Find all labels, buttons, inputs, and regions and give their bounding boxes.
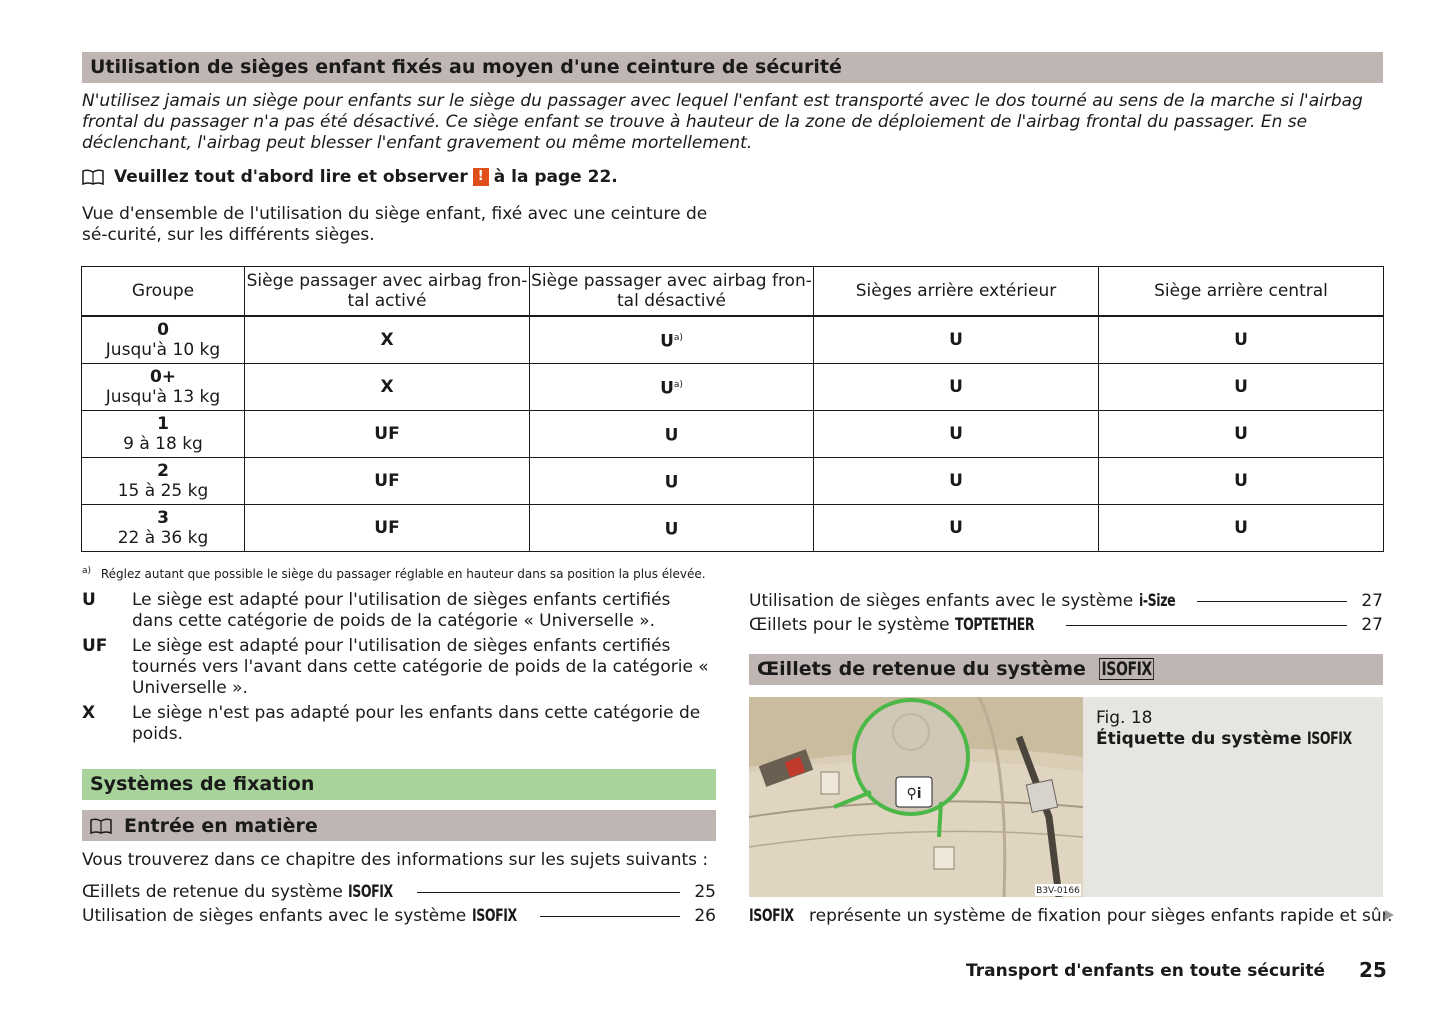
- legend-item: [82, 590, 712, 632]
- footnote-mark: a): [82, 566, 92, 576]
- figure-code: B3V-0166: [1036, 886, 1080, 896]
- figure-caption: [1096, 708, 1362, 750]
- footnote-text: Réglez autant que possible le siège du passager réglable en hauteur dans sa position la plus élevée.: [100, 567, 706, 581]
- cell: $U^{a)}$: [530, 316, 814, 364]
- group-number: 0+: [149, 367, 177, 387]
- cell: U: [1099, 316, 1384, 364]
- toc-text: Utilisation de sièges enfants avec le système: [82, 906, 467, 926]
- footnote: [82, 566, 706, 581]
- header-passenger-airbag-off: Siège passager avec airbag fron-tal désactivé: [530, 267, 814, 317]
- group-weight: 22 à 36 kg: [117, 528, 209, 548]
- group-number: 2: [157, 461, 169, 481]
- entry-title: Entrée en matière: [124, 814, 318, 837]
- book-icon: [82, 169, 104, 185]
- cell: U: [814, 505, 1099, 552]
- toc-page: 27: [1361, 591, 1383, 611]
- toc-text: Œillets pour le système: [749, 615, 950, 635]
- cell: X: [245, 364, 530, 411]
- legend-text: Le siège est adapté pour l'utilisation de sièges enfants certifiés tournés vers l'avant dans cette catégorie de poids de la catégorie « Universelle ».: [132, 636, 709, 698]
- legend-key: X: [82, 703, 96, 723]
- footer-title: Transport d'enfants en toute sécurité: [966, 961, 1325, 981]
- cell: U: [814, 458, 1099, 505]
- header-group: Groupe: [82, 267, 245, 317]
- entry-intro: Vous trouverez dans ce chapitre des informations sur les sujets suivants :: [82, 850, 709, 870]
- child-seat-table: [81, 266, 1384, 552]
- toc-item[interactable]: [749, 613, 1383, 637]
- cell: UF: [245, 411, 530, 458]
- isofix-description: [749, 906, 1393, 926]
- toc-item[interactable]: [749, 589, 1383, 613]
- toc-page: 25: [694, 882, 716, 902]
- reference-line: [82, 166, 618, 188]
- section-title: Utilisation de sièges enfant fixés au moyen d'une ceinture de sécurité: [82, 52, 1383, 83]
- intro-paragraph: Vue d'ensemble de l'utilisation du siège enfant, fixé avec une ceinture de sé-curité, sur les différents sièges.: [82, 204, 708, 245]
- cell: U: [1099, 458, 1384, 505]
- group-weight: 9 à 18 kg: [123, 434, 203, 454]
- page-number: 25: [1359, 958, 1387, 982]
- cell: U: [814, 316, 1099, 364]
- cell: U: [814, 364, 1099, 411]
- toc-item[interactable]: [82, 880, 716, 904]
- legend: [82, 590, 712, 749]
- cell: U: [814, 411, 1099, 458]
- isofix-logo: ISOFIX: [1307, 729, 1353, 749]
- table-row: [82, 364, 1384, 411]
- cell: U: [1099, 364, 1384, 411]
- legend-item: [82, 703, 712, 745]
- legend-key: UF: [82, 636, 108, 656]
- warning-icon: !: [473, 168, 489, 186]
- cell: X: [245, 316, 530, 364]
- header-rear-center: Siège arrière central: [1099, 267, 1384, 317]
- reference-after: à la page 22.: [493, 167, 618, 187]
- table-row: [82, 316, 1384, 364]
- legend-item: [82, 636, 712, 699]
- isofix-logo: ISOFIX: [749, 906, 794, 926]
- isofix-seat-illustration: [749, 697, 1083, 897]
- toc-page: 27: [1361, 615, 1383, 635]
- isize-logo: i-Size: [1138, 591, 1175, 611]
- header-rear-outer: Sièges arrière extérieur: [814, 267, 1099, 317]
- legend-text: Le siège est adapté pour l'utilisation de sièges enfants certifiés dans cette catégorie de poids de la catégorie « Universelle ».: [132, 590, 671, 631]
- isofix-description-text: représente un système de fixation pour sièges enfants rapide et sûr.: [809, 906, 1393, 926]
- footnote-ref: a): [673, 380, 683, 391]
- group-weight: Jusqu'à 13 kg: [105, 387, 221, 407]
- table-row: [82, 411, 1384, 458]
- table-row: [82, 458, 1384, 505]
- figure-title: Étiquette du système: [1096, 729, 1302, 749]
- next-page-arrow-icon[interactable]: [1385, 910, 1394, 920]
- cell: UF: [245, 505, 530, 552]
- cell: U: [1099, 505, 1384, 552]
- group-weight: Jusqu'à 10 kg: [105, 340, 221, 360]
- toptether-logo: TOPTETHER: [955, 615, 1035, 635]
- cell: U: [530, 411, 814, 458]
- isofix-logo: ISOFIX: [471, 906, 517, 926]
- cell: UF: [245, 458, 530, 505]
- reference-before: Veuillez tout d'abord lire et observer: [114, 167, 468, 187]
- cell: U: [530, 458, 814, 505]
- entry-title-bar: [82, 810, 716, 841]
- svg-text:⚲i: ⚲i: [906, 786, 922, 802]
- group-weight: 15 à 25 kg: [117, 481, 209, 501]
- footnote-ref: a): [673, 333, 683, 344]
- isofix-title-bar: [749, 654, 1383, 685]
- book-icon: [90, 818, 112, 834]
- toc-text: Utilisation de sièges enfants avec le système: [749, 591, 1134, 611]
- toc-text: Œillets de retenue du système: [82, 882, 343, 902]
- group-number: 0: [157, 320, 169, 340]
- isofix-logo: ISOFIX: [1099, 658, 1154, 680]
- group-number: 3: [157, 508, 169, 528]
- cell: U: [1099, 411, 1384, 458]
- legend-key: U: [82, 590, 96, 610]
- group-number: 1: [157, 414, 169, 434]
- cell: $U^{a)}$: [530, 364, 814, 411]
- legend-text: Le siège n'est pas adapté pour les enfants dans cette catégorie de poids.: [132, 703, 701, 744]
- fixation-title: Systèmes de fixation: [82, 769, 716, 800]
- isofix-title: Œillets de retenue du système: [757, 658, 1086, 680]
- toc-page: 26: [694, 906, 716, 926]
- table-row: [82, 505, 1384, 552]
- warning-text: N'utilisez jamais un siège pour enfants sur le siège du passager avec lequel l'enfant est transporté avec le dos tourné au sens de la marche si l'airbag frontal du passager n'a pas été désactivé. Ce siège enfant se trouve à hauteur de la zone de déploiement de l'airbag frontal du passager. En se déclenchant, l'airbag peut blesser l'enfant gravement ou même mortellement.: [82, 91, 1363, 153]
- figure-number: Fig. 18: [1096, 708, 1153, 728]
- header-passenger-airbag-on: Siège passager avec airbag fron-tal activé: [245, 267, 530, 317]
- isofix-logo: ISOFIX: [348, 882, 394, 902]
- cell: U: [530, 505, 814, 552]
- toc-item[interactable]: [82, 904, 716, 928]
